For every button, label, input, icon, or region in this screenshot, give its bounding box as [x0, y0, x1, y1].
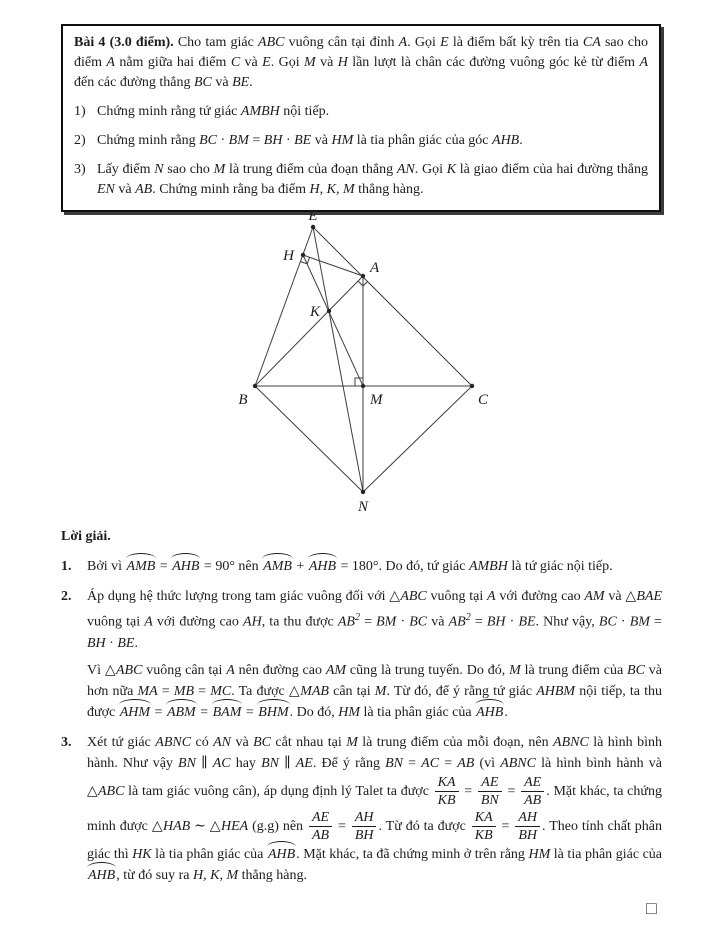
- solution-item-3-marker: 3.: [61, 734, 72, 750]
- problem-item-3-text: Lấy điểm N sao cho M là trung điểm của đoạn thẳng AN. Gọi K là giao điểm của hai đường thẳng EN và AB. Chứng minh rằng ba điểm H, K, M thẳng hàng.: [97, 162, 648, 197]
- point-label-H: H: [283, 248, 294, 264]
- solution-item-3: [61, 732, 662, 886]
- point-B: [253, 384, 257, 388]
- qed-symbol: □: [646, 898, 657, 918]
- segment-EC: [313, 227, 472, 386]
- solution-item-3-paragraph-1: Xét tứ giác ABNC có AN và BC cắt nhau tại M là trung điểm của mỗi đoạn, nên ABNC là hình bình hành. Như vậy BN ∥ AC hay BN ∥ AE. Để ý rằng BN = AC = AB (vì ABNC là hình bình hành và △ABC là tam giác vuông cân), áp dụng định lý Talet ta được $\frac{KA}{KB}$ = $\frac{AE}{BN}$ = $\frac{AE}{AB}$ . Mặt khác, ta chứng minh được △HAB ∼ △HEA (g.g) nên $\frac{AE}{AB}$ = $\frac{AH}{BH}$ . Từ đó ta được $\frac{KA}{KB}$ = $\frac{AH}{BH}$ . Theo tính chất phân giác thì HK là tia phân giác của AHB. Mặt khác, ta đã chứng minh ở trên rằng HM là tia phân giác của AHB, từ đó suy ra H, K, M thẳng hàng.: [87, 732, 662, 886]
- point-C: [470, 384, 474, 388]
- solution-item-1-marker: 1.: [61, 559, 72, 574]
- solution-item-2-marker: 2.: [61, 589, 72, 604]
- point-label-N: N: [357, 499, 369, 515]
- point-label-B: B: [238, 392, 248, 408]
- solution-item-2-body: [87, 586, 662, 723]
- point-label-E: E: [308, 208, 318, 224]
- solution-heading: Lời giải.: [61, 529, 111, 544]
- geometry-figure: [230, 204, 500, 519]
- point-label-K: K: [309, 304, 320, 320]
- problem-item-1-text: Chứng minh rằng tứ giác AMBH nội tiếp.: [97, 104, 330, 119]
- problem-item-2-marker: 2): [74, 133, 86, 148]
- solution-item-3-body: [87, 732, 662, 886]
- point-label-A: A: [370, 260, 380, 276]
- problem-item-2: [74, 131, 648, 151]
- problem-item-1: [74, 102, 648, 122]
- solution-item-1-paragraph-1: Bởi vì AMB = AHB = 90° nên AMB + AHB = 180°. Do đó, tứ giác AMBH là tứ giác nội tiếp.: [87, 556, 662, 577]
- solution-item-1: [61, 556, 662, 577]
- segment-HM: [303, 255, 363, 386]
- solution-item-2-paragraph-1: Áp dụng hệ thức lượng trong tam giác vuông đối với △ABC vuông tại A với đường cao AM và △BAE vuông tại A với đường cao AH, ta thu được $AB^2$ = BM · BC và $AB^2$ = BH · BE. Như vậy, BC · BM = BH · BE.: [87, 589, 662, 651]
- figure-container: [230, 204, 500, 519]
- point-H: [301, 253, 305, 257]
- segment-AH: [303, 255, 363, 276]
- problem-intro-paragraph: [74, 33, 648, 93]
- problem-intro-text: Cho tam giác ABC vuông cân tại đỉnh A. Gọi E là điểm bất kỳ trên tia CA sao cho điểm A nằm giữa hai điểm C và E. Gọi M và H lần lượt là chân các đường vuông góc kẻ từ điểm A đến các đường thẳng BC và BE.: [74, 35, 649, 90]
- solution-item-2-paragraph-2: Vì △ABC vuông cân tại A nên đường cao AM cũng là trung tuyến. Do đó, M là trung điểm của BC và hơn nữa MA = MB = MC. Ta được △MAB cân tại M. Từ đó, để ý rằng tứ giác AHBM nội tiếp, ta thu được AHM = ABM = BAM = BHM. Do đó, HM là tia phân giác của AHB.: [87, 660, 662, 723]
- problem-label: Bài 4 (3.0 điểm).: [74, 35, 174, 50]
- solution-item-2: [61, 586, 662, 723]
- point-A: [361, 274, 365, 278]
- problem-item-1-marker: 1): [74, 104, 86, 119]
- problem-statement-box: [61, 24, 661, 212]
- solution-item-1-body: [87, 556, 662, 577]
- problem-item-3: [74, 160, 648, 200]
- point-label-C: C: [478, 392, 489, 408]
- point-label-M: M: [370, 392, 383, 408]
- problem-item-3-marker: 3): [74, 162, 86, 177]
- segment-AB: [255, 276, 363, 386]
- solution-section: [61, 526, 662, 886]
- problem-item-2-text: Chứng minh rằng BC · BM = BH · BE và HM là tia phân giác của góc AHB.: [97, 133, 523, 148]
- point-N: [361, 490, 365, 494]
- segment-BN: [255, 386, 363, 492]
- point-E: [311, 225, 315, 229]
- point-K: [327, 309, 331, 313]
- point-M: [361, 384, 365, 388]
